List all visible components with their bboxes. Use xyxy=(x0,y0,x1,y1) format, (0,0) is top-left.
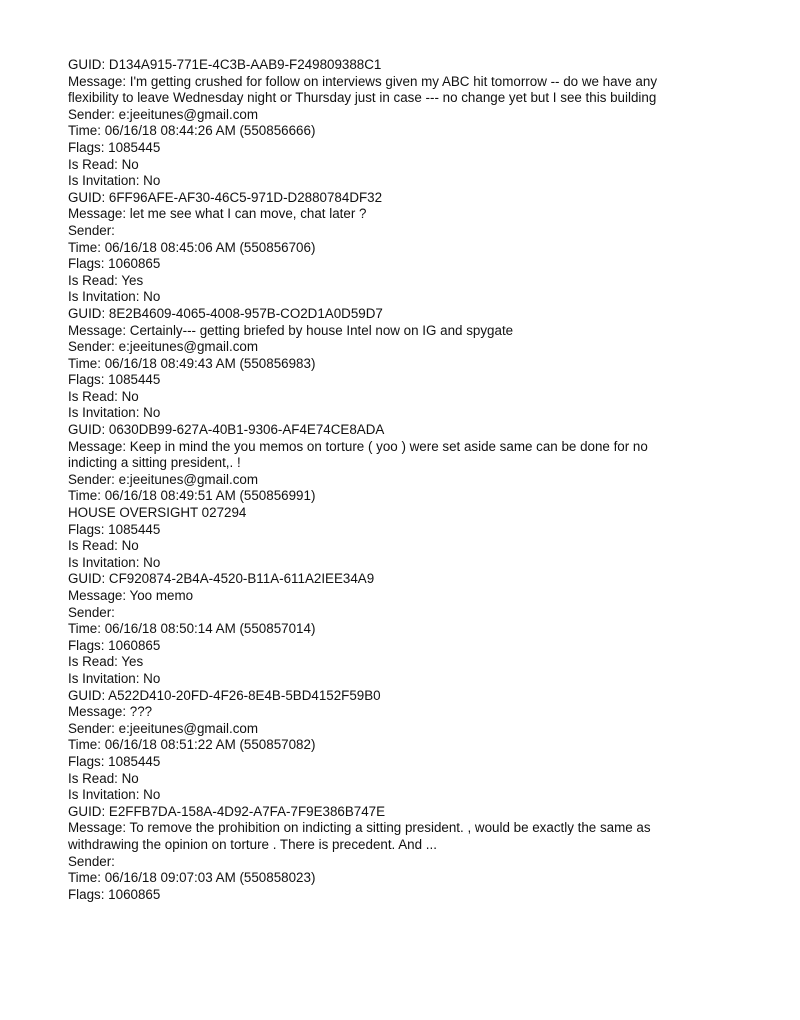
document-page xyxy=(68,57,668,903)
is-read-line: Is Read: No xyxy=(68,538,139,554)
guid-line: GUID: A522D410-20FD-4F26-8E4B-5BD4152F59B0 xyxy=(68,687,381,703)
is-invitation-line: Is Invitation: No xyxy=(68,405,161,421)
flags-line: Flags: 1060865 xyxy=(68,637,161,653)
is-invitation-line: Is Invitation: No xyxy=(68,554,161,570)
guid-line: GUID: CF920874-2B4A-4520-B11A-611A2IEE34A9 xyxy=(68,571,375,587)
is-read-line: Is Read: Yes xyxy=(68,272,144,288)
sender-line: Sender: e:jeeitunes@gmail.com xyxy=(68,106,258,122)
is-invitation-line: Is Invitation: No xyxy=(68,173,161,189)
time-line: Time: 06/16/18 08:45:06 AM (550856706) xyxy=(68,239,316,255)
time-line: Time: 06/16/18 08:49:51 AM (550856991) xyxy=(68,488,316,504)
flags-line: Flags: 1085445 xyxy=(68,521,161,537)
guid-line: GUID: 6FF96AFE-AF30-46C5-971D-D2880784DF32 xyxy=(68,189,383,205)
is-read-line: Is Read: No xyxy=(68,388,139,404)
time-line: Time: 06/16/18 08:44:26 AM (550856666) xyxy=(68,123,316,139)
sender-line: Sender: e:jeeitunes@gmail.com xyxy=(68,339,258,355)
flags-line: Flags: 1085445 xyxy=(68,372,161,388)
message-line: Message: Yoo memo xyxy=(68,588,194,603)
sender-line: Sender: xyxy=(68,604,115,620)
message-line: Message: Certainly--- getting briefed by house Intel now on IG and spygate xyxy=(68,322,514,338)
message-line: Message: To remove the prohibition on indicting a sitting president. , would be exactly the same as withdrawing the opinion on torture . There is precedent. And ... xyxy=(68,820,651,852)
guid-line: GUID: 8E2B4609-4065-4008-957B-CO2D1A0D59D7 xyxy=(68,305,383,321)
message-line: Message: Keep in mind the you memos on torture ( yoo ) were set aside same can be done for no indicting a sitting president,. ! xyxy=(68,438,648,471)
time-line: Time: 06/16/18 08:50:14 AM (550857014) xyxy=(68,621,316,637)
message-record xyxy=(68,804,668,904)
flags-line: Flags: 1085445 xyxy=(68,753,161,769)
is-invitation-line: Is Invitation: No xyxy=(68,289,161,305)
is-invitation-line: Is Invitation: No xyxy=(68,670,161,686)
guid-line: GUID: E2FFB7DA-158A-4D92-A7FA-7F9E386B747E xyxy=(68,803,386,819)
bates-stamp: HOUSE OVERSIGHT 027294 xyxy=(68,505,247,521)
is-read-line: Is Read: No xyxy=(68,156,139,172)
is-read-line: Is Read: Yes xyxy=(68,654,144,670)
message-record xyxy=(68,57,668,190)
flags-line: Flags: 1085445 xyxy=(68,139,161,155)
message-record xyxy=(68,306,668,422)
time-line: Time: 06/16/18 08:49:43 AM (550856983) xyxy=(68,355,316,371)
sender-line: Sender: xyxy=(68,222,115,238)
flags-line: Flags: 1060865 xyxy=(68,256,161,272)
message-record xyxy=(68,688,668,804)
sender-line: Sender: e:jeeitunes@gmail.com xyxy=(68,720,258,736)
guid-line: GUID: D134A915-771E-4C3B-AAB9-F249809388C1 xyxy=(68,57,382,72)
message-record xyxy=(68,571,668,687)
sender-line: Sender: xyxy=(68,853,115,869)
time-line: Time: 06/16/18 08:51:22 AM (550857082) xyxy=(68,737,316,753)
message-record xyxy=(68,422,668,571)
message-line: Message: ??? xyxy=(68,704,153,720)
message-line: Message: let me see what I can move, chat later ? xyxy=(68,206,367,222)
flags-line: Flags: 1060865 xyxy=(68,886,161,902)
time-line: Time: 06/16/18 09:07:03 AM (550858023) xyxy=(68,870,316,886)
message-record xyxy=(68,190,668,306)
sender-line: Sender: e:jeeitunes@gmail.com xyxy=(68,471,258,487)
is-read-line: Is Read: No xyxy=(68,770,139,786)
message-line: Message: I'm getting crushed for follow on interviews given my ABC hit tomorrow -- do we have any flexibility to leave Wednesday night or Thursday just in case --- no change yet but I see this building xyxy=(68,73,658,106)
guid-line: GUID: 0630DB99-627A-40B1-9306-AF4E74CE8ADA xyxy=(68,422,385,438)
is-invitation-line: Is Invitation: No xyxy=(68,787,161,803)
